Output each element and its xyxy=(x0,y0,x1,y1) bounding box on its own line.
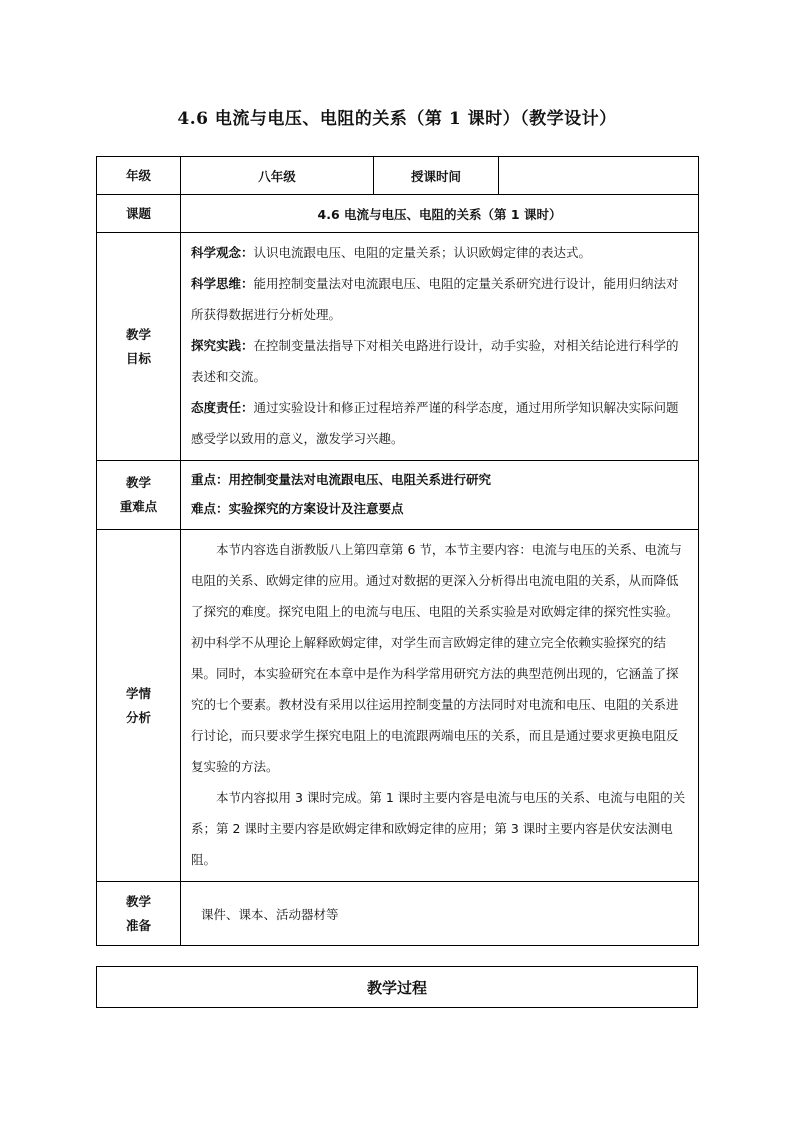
objectives-label-line1: 教学 xyxy=(125,326,151,342)
time-value xyxy=(499,157,699,195)
grade-value: 八年级 xyxy=(181,157,374,195)
grade-row xyxy=(97,157,699,195)
grade-label: 年级 xyxy=(97,157,181,195)
analysis-label-line1: 学情 xyxy=(125,685,151,701)
preparation-row xyxy=(97,882,699,946)
analysis-label xyxy=(97,530,181,882)
topic-row xyxy=(97,195,699,233)
analysis-label-line2: 分析 xyxy=(125,709,151,725)
focus-point: 重点：用控制变量法对电流跟电压、电阻关系进行研究 xyxy=(191,472,492,487)
objective-item: 科学思维：能用控制变量法对电流跟电压、电阻的定量关系研究进行设计，能用归纳法对所获得数据进行分析处理。 xyxy=(191,276,679,322)
objectives-label xyxy=(97,233,181,461)
topic-value: 4.6 电流与电压、电阻的关系（第 1 课时） xyxy=(181,195,699,233)
topic-label: 课题 xyxy=(97,195,181,233)
objective-item: 探究实践：在控制变量法指导下对相关电路进行设计，动手实验，对相关结论进行科学的表述和交流。 xyxy=(191,338,679,384)
objectives-row xyxy=(97,233,699,461)
difficulty-point: 难点：实验探究的方案设计及注意要点 xyxy=(191,501,404,516)
analysis-paragraph: 本节内容选自浙教版八上第四章第 6 节，本节主要内容：电流与电压的关系、电流与电阻的关系、欧姆定律的应用。通过对数据的更深入分析得出电流电阻的关系，从而降低了探究的难度。探究电阻上的电流与电压、电阻的关系实验是对欧姆定律的探究性实验。初中科学不从理论上解释欧姆定律，对学生而言欧姆定律的建立完全依赖实验探究的结果。同时，本实验研究在本章中是作为科学常用研究方法的典型范例出现的，它涵盖了探究的七个要素。教材没有采用以往运用控制变量的方法同时对电流和电压、电阻的关系进行讨论，而只要求学生探究电阻上的电流跟两端电压的关系，而且是通过要求更换电阻反复实验的方法。 xyxy=(191,542,682,774)
preparation-value: 课件、课本、活动器材等 xyxy=(181,882,699,946)
preparation-label-line2: 准备 xyxy=(125,917,151,933)
time-label: 授课时间 xyxy=(374,157,499,195)
analysis-paragraph: 本节内容拟用 3 课时完成。第 1 课时主要内容是电流与电压的关系、电流与电阻的关系；第 2 课时主要内容是欧姆定律和欧姆定律的应用；第 3 课时主要内容是伏安法测电阻。 xyxy=(191,790,686,867)
key-points-label-line1: 教学 xyxy=(125,475,151,490)
key-points-content xyxy=(181,461,699,530)
preparation-label xyxy=(97,882,181,946)
key-points-label xyxy=(97,461,181,530)
key-points-row xyxy=(97,461,699,530)
objectives-label-line2: 目标 xyxy=(125,350,151,366)
document-title: 4.6 电流与电压、电阻的关系（第 1 课时）（教学设计） xyxy=(177,109,617,129)
analysis-content xyxy=(181,530,699,882)
objective-item: 态度责任：通过实验设计和修正过程培养严谨的科学态度，通过用所学知识解决实际问题感受学以致用的意义，激发学习兴趣。 xyxy=(191,400,679,446)
key-points-label-line2: 重难点 xyxy=(119,499,158,514)
objective-item: 科学观念：认识电流跟电压、电阻的定量关系；认识欧姆定律的表达式。 xyxy=(191,245,592,260)
preparation-label-line1: 教学 xyxy=(125,893,151,909)
analysis-row xyxy=(97,530,699,882)
teaching-process-heading: 教学过程 xyxy=(96,966,698,1008)
lesson-plan-table xyxy=(96,156,699,946)
objectives-content xyxy=(181,233,699,461)
